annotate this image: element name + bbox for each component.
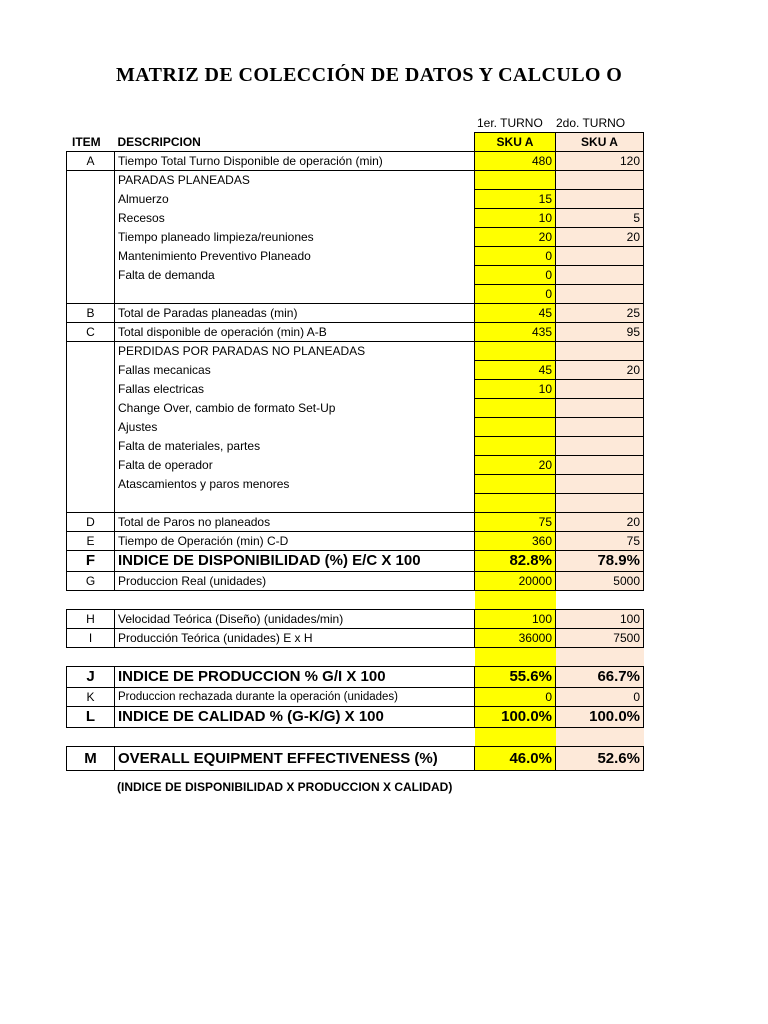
value-shift-2[interactable]: 20 bbox=[556, 513, 644, 532]
row-description: Falta de demanda bbox=[115, 266, 475, 285]
value-shift-1[interactable]: 360 bbox=[475, 532, 556, 551]
item-code bbox=[67, 437, 115, 456]
value-shift-2[interactable] bbox=[556, 190, 644, 209]
table-row bbox=[67, 688, 644, 707]
value-shift-2[interactable] bbox=[556, 247, 644, 266]
row-description: Almuerzo bbox=[115, 190, 475, 209]
value-shift-2[interactable] bbox=[556, 285, 644, 304]
item-code: H bbox=[67, 610, 115, 629]
row-description: Fallas electricas bbox=[115, 380, 475, 399]
value-shift-1[interactable]: 15 bbox=[475, 190, 556, 209]
value-shift-1[interactable] bbox=[475, 399, 556, 418]
row-description: Produccion Real (unidades) bbox=[115, 572, 475, 591]
item-code bbox=[67, 228, 115, 247]
value-shift-2[interactable]: 25 bbox=[556, 304, 644, 323]
row-description: INDICE DE PRODUCCION % G/I X 100 bbox=[115, 667, 475, 688]
value-shift-2[interactable]: 20 bbox=[556, 228, 644, 247]
value-shift-1[interactable] bbox=[475, 171, 556, 190]
item-code: B bbox=[67, 304, 115, 323]
table-row bbox=[67, 629, 644, 648]
sku-header-shift-1: SKU A bbox=[475, 133, 556, 152]
spacer-cell bbox=[67, 728, 115, 747]
spacer-row bbox=[67, 591, 644, 610]
value-shift-1[interactable]: 0 bbox=[475, 285, 556, 304]
value-shift-2[interactable]: 52.6% bbox=[556, 747, 644, 771]
table-row bbox=[67, 437, 644, 456]
row-description: Recesos bbox=[115, 209, 475, 228]
spacer-row bbox=[67, 648, 644, 667]
value-shift-2[interactable]: 66.7% bbox=[556, 667, 644, 688]
value-shift-1[interactable] bbox=[475, 475, 556, 494]
item-code: I bbox=[67, 629, 115, 648]
value-shift-1[interactable] bbox=[475, 418, 556, 437]
spacer-cell bbox=[67, 648, 115, 667]
value-shift-2[interactable] bbox=[556, 728, 644, 747]
value-shift-2[interactable]: 7500 bbox=[556, 629, 644, 648]
item-code bbox=[67, 494, 115, 513]
value-shift-2[interactable]: 75 bbox=[556, 532, 644, 551]
table-row bbox=[67, 247, 644, 266]
item-code: D bbox=[67, 513, 115, 532]
value-shift-1[interactable]: 0 bbox=[475, 247, 556, 266]
row-description: Produccion rechazada durante la operación (unidades) bbox=[115, 688, 475, 707]
item-code: M bbox=[67, 747, 115, 771]
item-code: J bbox=[67, 667, 115, 688]
value-shift-2[interactable]: 95 bbox=[556, 323, 644, 342]
value-shift-2[interactable]: 5000 bbox=[556, 572, 644, 591]
table-row bbox=[67, 456, 644, 475]
row-description: Tiempo planeado limpieza/reuniones bbox=[115, 228, 475, 247]
table-row bbox=[67, 513, 644, 532]
value-shift-1[interactable]: 0 bbox=[475, 266, 556, 285]
row-description: Tiempo de Operación (min) C-D bbox=[115, 532, 475, 551]
value-shift-2[interactable] bbox=[556, 456, 644, 475]
item-code bbox=[67, 209, 115, 228]
table-row bbox=[67, 361, 644, 380]
row-description: Producción Teórica (unidades) E x H bbox=[115, 629, 475, 648]
value-shift-1[interactable]: 46.0% bbox=[475, 747, 556, 771]
table-header-row bbox=[67, 133, 644, 152]
spacer-cell bbox=[67, 591, 115, 610]
value-shift-2[interactable]: 0 bbox=[556, 688, 644, 707]
row-description: Atascamientos y paros menores bbox=[115, 475, 475, 494]
item-code bbox=[67, 380, 115, 399]
row-description: Falta de materiales, partes bbox=[115, 437, 475, 456]
table-row bbox=[67, 418, 644, 437]
table-row bbox=[67, 304, 644, 323]
table-row bbox=[67, 494, 644, 513]
table-row bbox=[67, 747, 644, 771]
item-code bbox=[67, 190, 115, 209]
table-row bbox=[67, 152, 644, 171]
value-shift-2[interactable]: 20 bbox=[556, 361, 644, 380]
oee-data-matrix bbox=[66, 132, 644, 771]
item-code: E bbox=[67, 532, 115, 551]
value-shift-2[interactable] bbox=[556, 171, 644, 190]
table-row bbox=[67, 572, 644, 591]
item-code bbox=[67, 285, 115, 304]
item-code: K bbox=[67, 688, 115, 707]
spacer-cell bbox=[556, 591, 644, 610]
section-header: PARADAS PLANEADAS bbox=[115, 171, 475, 190]
value-shift-1[interactable]: 480 bbox=[475, 152, 556, 171]
value-shift-1[interactable]: 100.0% bbox=[475, 707, 556, 728]
item-code: L bbox=[67, 707, 115, 728]
item-code bbox=[67, 399, 115, 418]
item-code bbox=[67, 247, 115, 266]
row-description: INDICE DE CALIDAD % (G-K/G) X 100 bbox=[115, 707, 475, 728]
table-row bbox=[67, 610, 644, 629]
value-shift-2[interactable] bbox=[556, 342, 644, 361]
value-shift-1[interactable]: 435 bbox=[475, 323, 556, 342]
value-shift-1[interactable]: 82.8% bbox=[475, 551, 556, 572]
table-row bbox=[67, 209, 644, 228]
value-shift-1[interactable]: 100 bbox=[475, 610, 556, 629]
value-shift-2[interactable] bbox=[556, 266, 644, 285]
spacer-row bbox=[67, 728, 644, 747]
value-shift-2[interactable]: 120 bbox=[556, 152, 644, 171]
value-shift-1[interactable]: 45 bbox=[475, 361, 556, 380]
value-shift-1[interactable]: 10 bbox=[475, 209, 556, 228]
value-shift-2[interactable] bbox=[556, 399, 644, 418]
item-code bbox=[67, 475, 115, 494]
value-shift-2[interactable] bbox=[556, 380, 644, 399]
item-code bbox=[67, 171, 115, 190]
section-header: PERDIDAS POR PARADAS NO PLANEADAS bbox=[115, 342, 475, 361]
page-title: MATRIZ DE COLECCIÓN DE DATOS Y CALCULO O bbox=[116, 64, 623, 86]
value-shift-1[interactable] bbox=[475, 342, 556, 361]
row-description bbox=[115, 285, 475, 304]
table-row bbox=[67, 551, 644, 572]
value-shift-1[interactable]: 45 bbox=[475, 304, 556, 323]
value-shift-2[interactable] bbox=[556, 494, 644, 513]
value-shift-1[interactable]: 10 bbox=[475, 380, 556, 399]
value-shift-1[interactable]: 20 bbox=[475, 456, 556, 475]
value-shift-2[interactable] bbox=[556, 648, 644, 667]
row-description: Total de Paradas planeadas (min) bbox=[115, 304, 475, 323]
value-shift-2[interactable] bbox=[556, 437, 644, 456]
table-row bbox=[67, 380, 644, 399]
table-row bbox=[67, 532, 644, 551]
value-shift-2[interactable] bbox=[556, 418, 644, 437]
table-row bbox=[67, 285, 644, 304]
value-shift-1[interactable] bbox=[475, 648, 556, 667]
table-row bbox=[67, 190, 644, 209]
spacer-cell bbox=[115, 648, 475, 667]
row-description: Fallas mecanicas bbox=[115, 361, 475, 380]
row-description: Change Over, cambio de formato Set-Up bbox=[115, 399, 475, 418]
value-shift-2[interactable]: 78.9% bbox=[556, 551, 644, 572]
value-shift-2[interactable]: 100 bbox=[556, 610, 644, 629]
value-shift-1[interactable]: 20 bbox=[475, 228, 556, 247]
table-row bbox=[67, 667, 644, 688]
item-code bbox=[67, 361, 115, 380]
table-row bbox=[67, 475, 644, 494]
row-description: Ajustes bbox=[115, 418, 475, 437]
value-shift-1[interactable]: 55.6% bbox=[475, 667, 556, 688]
value-shift-1[interactable] bbox=[475, 728, 556, 747]
item-column-header: ITEM bbox=[72, 135, 101, 149]
item-code bbox=[67, 266, 115, 285]
value-shift-1[interactable] bbox=[475, 494, 556, 513]
row-description: Total disponible de operación (min) A-B bbox=[115, 323, 475, 342]
row-description: Velocidad Teórica (Diseño) (unidades/min) bbox=[115, 610, 475, 629]
table-row bbox=[67, 399, 644, 418]
spacer-cell bbox=[115, 728, 475, 747]
table-row bbox=[67, 342, 644, 361]
value-shift-1[interactable]: 36000 bbox=[475, 629, 556, 648]
value-shift-1[interactable]: 20000 bbox=[475, 572, 556, 591]
item-code bbox=[67, 342, 115, 361]
shift-1-header: 1er. TURNO bbox=[477, 116, 543, 130]
sku-header-shift-2: SKU A bbox=[556, 133, 644, 152]
row-description: Falta de operador bbox=[115, 456, 475, 475]
value-shift-1[interactable] bbox=[475, 437, 556, 456]
value-shift-1[interactable] bbox=[475, 591, 556, 610]
row-description: INDICE DE DISPONIBILIDAD (%) E/C X 100 bbox=[115, 551, 475, 572]
value-shift-2[interactable] bbox=[556, 475, 644, 494]
spacer-cell bbox=[115, 591, 475, 610]
item-code: A bbox=[67, 152, 115, 171]
table-row bbox=[67, 228, 644, 247]
row-description: Mantenimiento Preventivo Planeado bbox=[115, 247, 475, 266]
item-code bbox=[67, 456, 115, 475]
row-description: Total de Paros no planeados bbox=[115, 513, 475, 532]
row-description: Tiempo Total Turno Disponible de operación (min) bbox=[115, 152, 475, 171]
item-code bbox=[67, 418, 115, 437]
row-description: OVERALL EQUIPMENT EFFECTIVENESS (%) bbox=[115, 747, 475, 771]
value-shift-2[interactable]: 100.0% bbox=[556, 707, 644, 728]
row-description bbox=[115, 494, 475, 513]
table-row bbox=[67, 171, 644, 190]
table-row bbox=[67, 323, 644, 342]
header-item-spacer bbox=[67, 133, 115, 152]
value-shift-1[interactable]: 0 bbox=[475, 688, 556, 707]
item-code: C bbox=[67, 323, 115, 342]
item-code: G bbox=[67, 572, 115, 591]
shift-2-header: 2do. TURNO bbox=[556, 116, 626, 130]
value-shift-1[interactable]: 75 bbox=[475, 513, 556, 532]
table-row bbox=[67, 707, 644, 728]
oee-footnote: (INDICE DE DISPONIBILIDAD X PRODUCCION X CALIDAD) bbox=[117, 780, 453, 794]
table-row bbox=[67, 266, 644, 285]
item-code: F bbox=[67, 551, 115, 572]
description-column-header: DESCRIPCION bbox=[117, 134, 201, 149]
value-shift-2[interactable]: 5 bbox=[556, 209, 644, 228]
